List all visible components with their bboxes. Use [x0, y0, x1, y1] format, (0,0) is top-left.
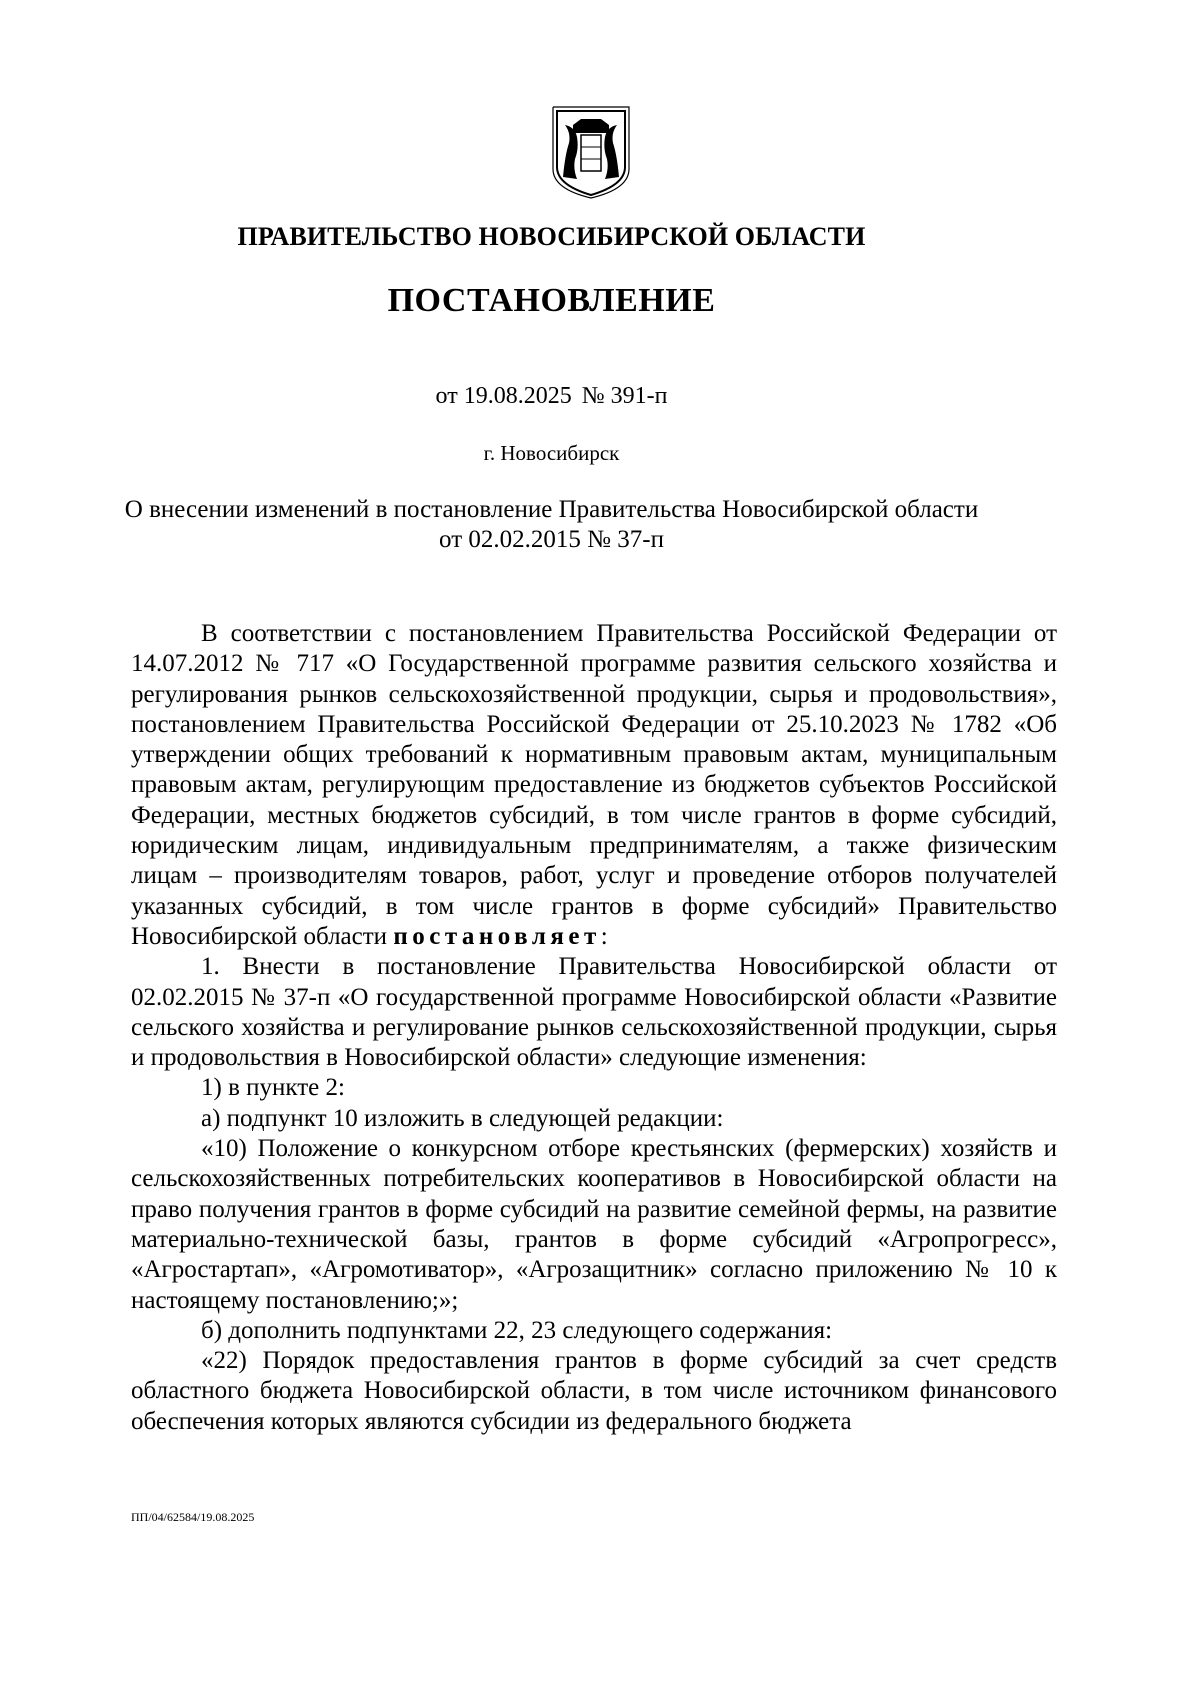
subitem-a-paragraph: а) подпункт 10 изложить в следующей редакции: — [201, 1104, 724, 1132]
document-code-footer: ПП/04/62584/19.08.2025 — [131, 1510, 255, 1524]
item-1-paragraph: 1. Внести в постановление Правительства Новосибирской области от 02.02.2015 № 37-п «О государственной программе Новосибирской области «Развитие сельского хозяйства и регулирование рынков сельскохозяйственной продукции, сырья и продовольствия в Новосибирской области» следующие изменения: — [131, 953, 1057, 1072]
government-title: ПРАВИТЕЛЬСТВО НОВОСИБИРСКОЙ ОБЛАСТИ — [237, 222, 866, 251]
subitem-1-paragraph: 1) в пункте 2: — [201, 1074, 345, 1102]
quote-22-paragraph: «22) Порядок предоставления грантов в форме субсидий за счет средств областного бюджета Новосибирской области, в том числе источником финансового обеспечения которых являются субсидии из федерального бюджета — [131, 1347, 1057, 1435]
coat-of-arms-icon — [551, 103, 631, 199]
document-type-title: ПОСТАНОВЛЕНИЕ — [387, 282, 716, 319]
resolves-punct: : — [600, 922, 608, 950]
quote-10-paragraph: «10) Положение о конкурсном отборе крестьянских (фермерских) хозяйств и сельскохозяйственных потребительских кооперативов в Новосибирской области на право получения грантов в форме субсидий на развитие семейной фермы, на развитие материально-технической базы, грантов в форме субсидий «Агропрогресс», «Агростартап», «Агромотиватор», «Агрозащитник» согласно приложению № 10 к настоящему постановлению;»; — [131, 1135, 1057, 1314]
city-name: г. Новосибирск — [483, 441, 620, 465]
date-number-line — [0, 383, 1103, 410]
decree-number: № 391-п — [581, 383, 668, 409]
subject-line-1: О внесении изменений в постановление Правительства Новосибирской области — [124, 496, 979, 523]
resolves-keyword: постановляет — [393, 922, 601, 950]
decree-date: от 19.08.2025 — [435, 383, 572, 409]
preamble-text: В соответствии с постановлением Правительства Российской Федерации от 14.07.2012 № 717 «О Государственной программе развития сельского хозяйства и регулирования рынков сельскохозяйственной продукции, сырья и продовольствия», постановлением Правительства Российской Федерации от 25.10.2023 № 1782 «Об утверждении общих требований к нормативным правовым актам, муниципальным правовым актам, регулирующим предоставление из бюджетов субъектов Российской Федерации, местных бюджетов субсидий, в том числе грантов в форме субсидий, юридическим лицам, индивидуальным предпринимателям, а также физическим лицам – производителям товаров, работ, услуг и проведение отборов получателей указанных субсидий, в том числе грантов в форме субсидий» Правительство Новосибирской области — [131, 620, 1057, 950]
subject-line-2: от 02.02.2015 № 37-п — [439, 526, 664, 553]
subitem-b-paragraph: б) дополнить подпунктами 22, 23 следующего содержания: — [201, 1316, 833, 1344]
preamble-paragraph — [131, 619, 1057, 952]
decree-body — [131, 619, 1057, 1437]
decree-subject — [0, 495, 1103, 555]
